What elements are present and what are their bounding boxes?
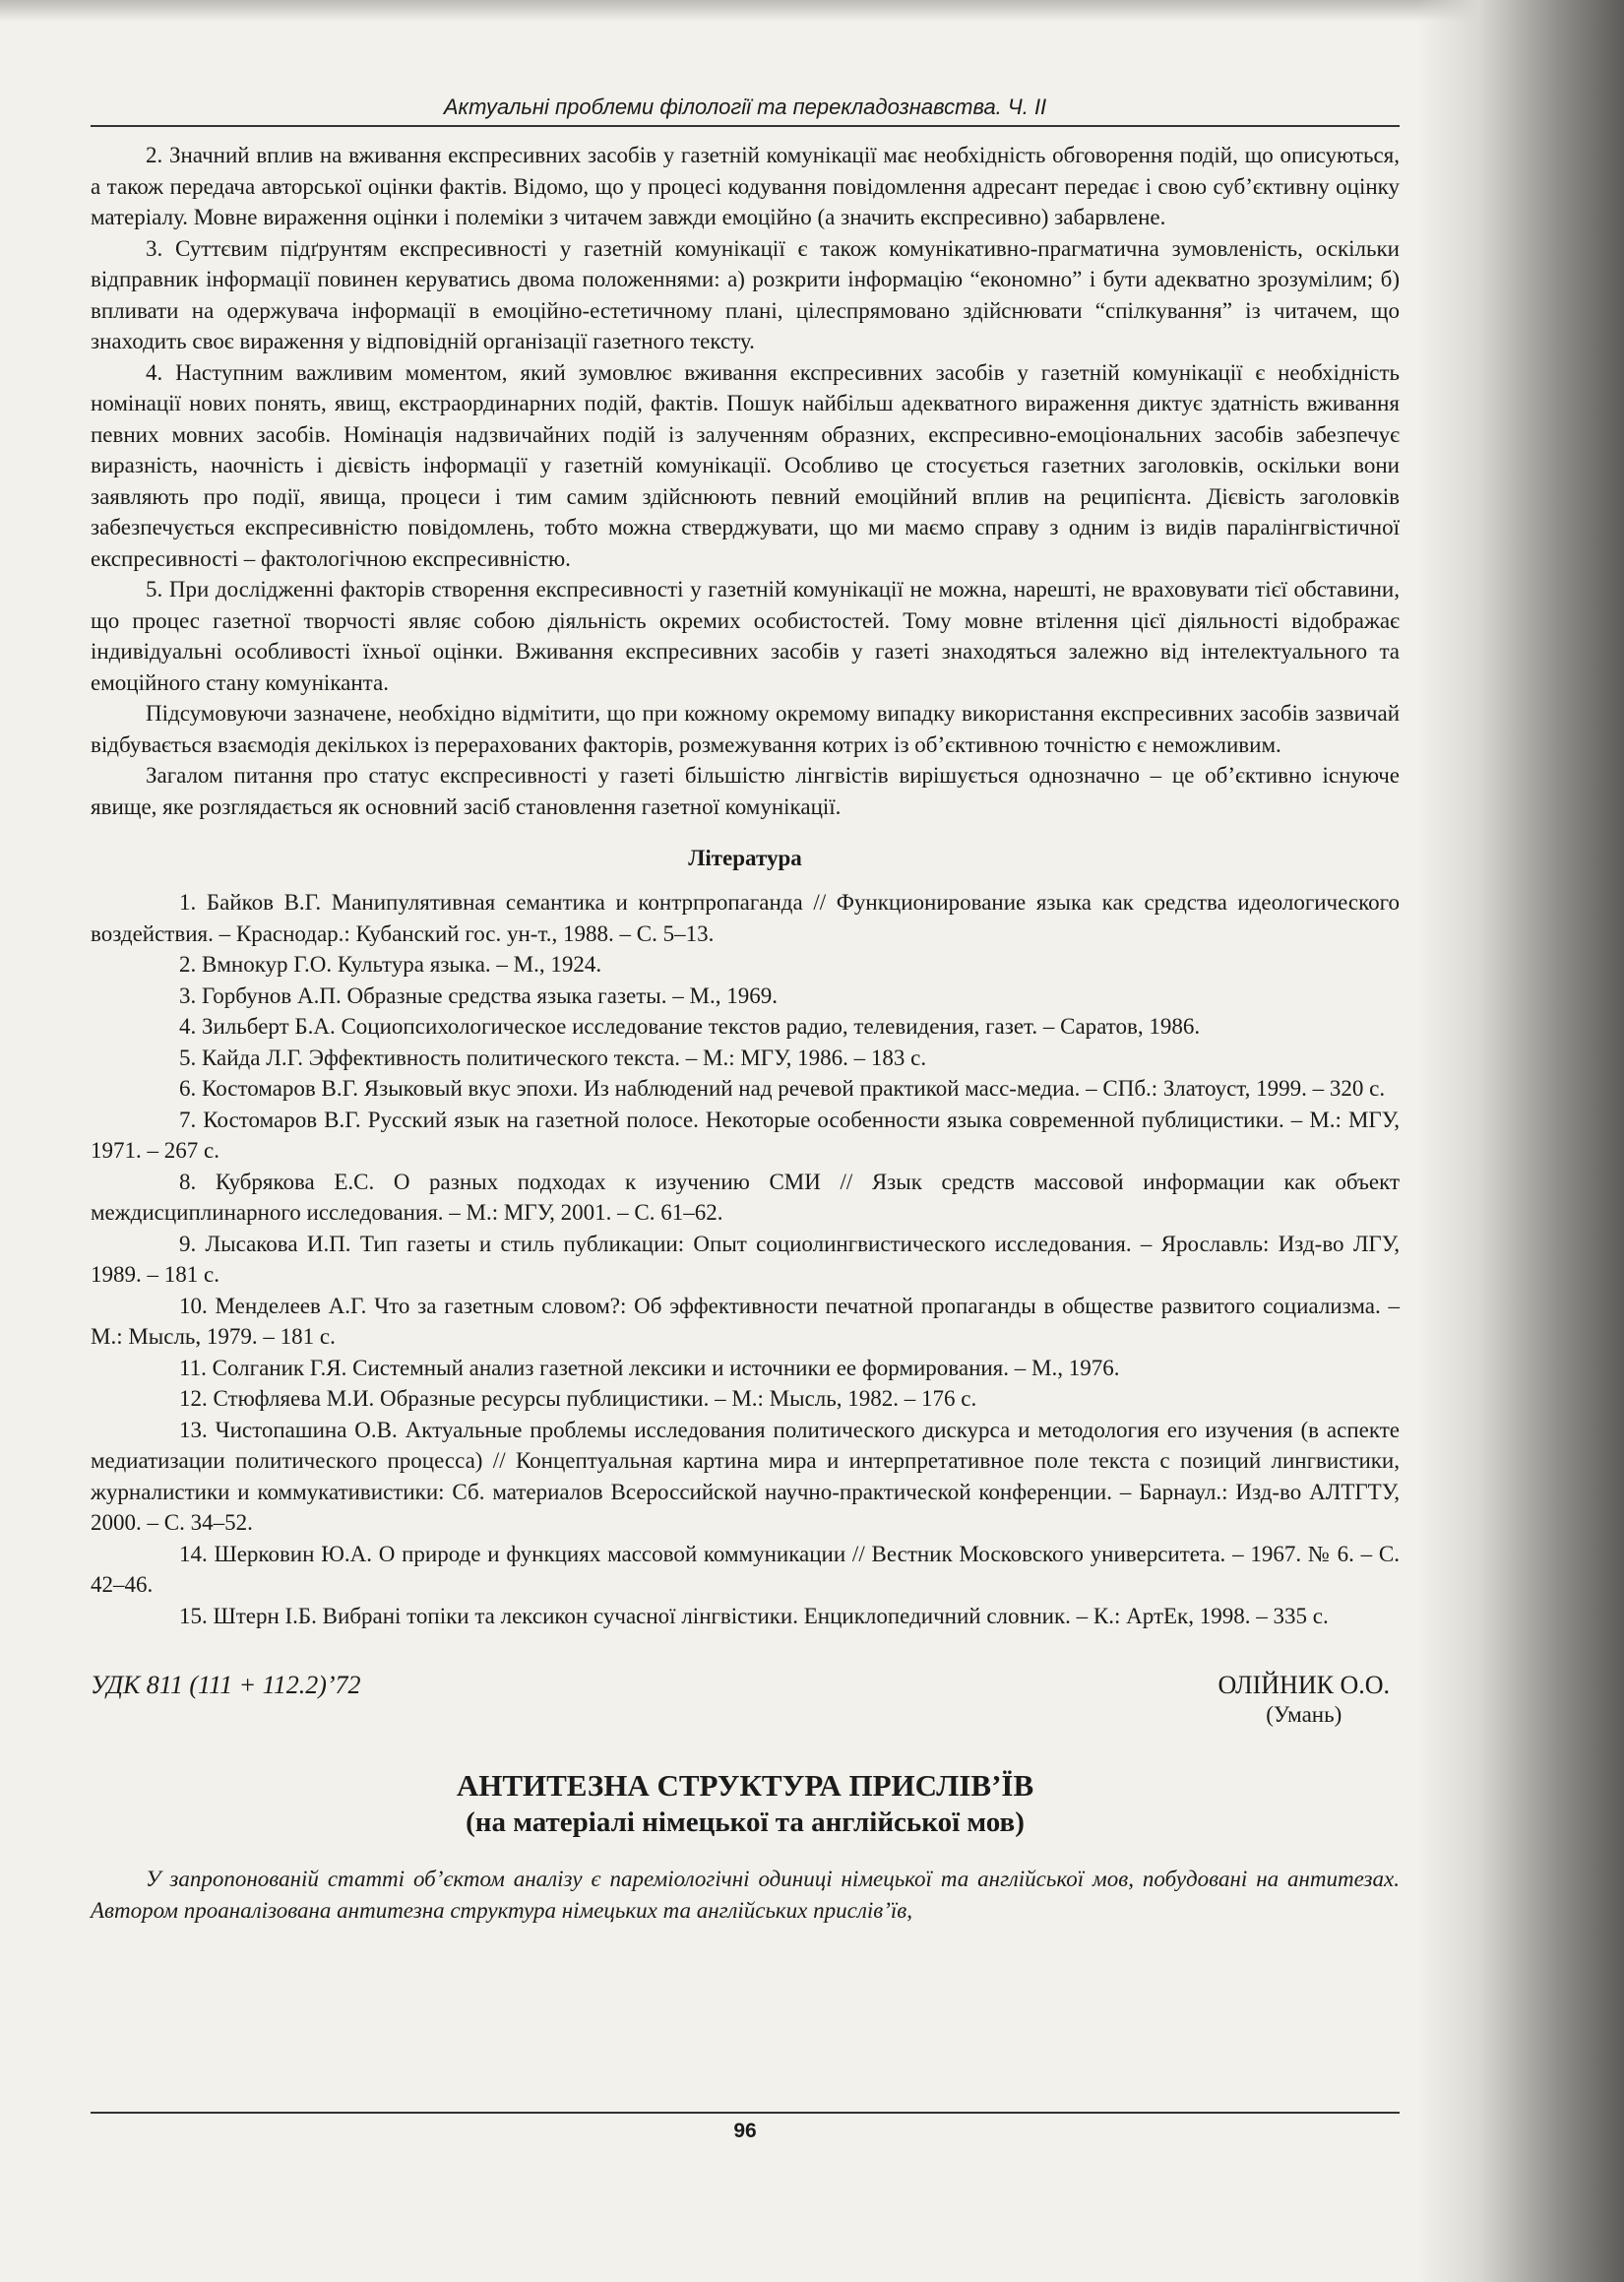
article-meta — [91, 1671, 1400, 1732]
reference-item: 5. Кайда Л.Г. Эффективность политического текста. – М.: МГУ, 1986. – 183 с. — [179, 1045, 927, 1070]
reference-list — [91, 887, 1400, 1631]
udk-code: УДК 811 (111 + 112.2)’72 — [91, 1671, 361, 1699]
paragraph: 2. Значний вплив на вживання експресивних засобів у газетній комунікації має необхідність обговорення подій, що описуються, а також передача авторської оцінки фактів. Відомо, що у процесі кодування повідомлення адресант передає і свою суб’єктивну оцінку матеріалу. Мовне вираження оцінки і полеміки з читачем завжди емоційно (а значить експресивно) забарвлене. — [91, 143, 1400, 229]
reference-item: 8. Кубрякова Е.С. О разных подходах к изучению СМИ // Язык средств массовой информации как объект междисциплинарного исследования. – М.: МГУ, 2001. – С. 61–62. — [91, 1169, 1400, 1225]
reference-item: 13. Чистопашина О.В. Актуальные проблемы исследования политического дискурса и методология его изучения (в аспекте медиатизации политического процесса) // Концептуальная картина мира и интерпретативное поле текста с позиций лингвистики, журналистики и коммукативистики: Сб. материалов Всероссийской научно-практической конференции. – Барнаул.: Изд-во АЛТГТУ, 2000. – С. 34–52. — [91, 1417, 1400, 1535]
reference-item: 12. Стюфляева М.И. Образные ресурсы публицистики. – М.: Мысль, 1982. – 176 с. — [179, 1386, 977, 1411]
footer-rule — [91, 2112, 1400, 2114]
scan-edge-shadow-top — [0, 0, 1624, 22]
article-body — [91, 140, 1400, 1926]
reference-item: 3. Горбунов А.П. Образные средства языка газеты. – М., 1969. — [179, 983, 778, 1008]
reference-item: 11. Солганик Г.Я. Системный анализ газетной лексики и источники ее формирования. – М., 1976. — [179, 1355, 1120, 1380]
article-subtitle: (на матеріалі німецької та англійської мов) — [466, 1807, 1025, 1838]
abstract: У запропонованій статті об’єктом аналізу є пареміологічні одиниці німецької та англійської мов, побудовані на антитезах. Автором проаналізована антитезна структура німецьких та англійських прислів’їв, — [91, 1867, 1400, 1923]
reference-item: 10. Менделеев А.Г. Что за газетным словом?: Об эффективности печатной пропаганды в обществе развитого социализма. – М.: Мысль, 1979. – 181 с. — [91, 1293, 1400, 1349]
reference-item: 4. Зильберт Б.А. Социопсихологическое исследование текстов радио, телевидения, газет. – Саратов, 1986. — [179, 1014, 1201, 1039]
paragraph: 3. Суттєвим підґрунтям експресивності у газетній комунікації є також комунікативно-прагматична зумовленість, оскільки відправник інформації повинен керуватись двома положеннями: а) розкрити інформацію “економно” і бути адекватно зрозумілим; б) впливати на одержувача інформації в емоційно-естетичному плані, цілеспрямовано здійснювати “спілкування” із читачем, що знаходить своє вираження у відповідній організації газетного тексту. — [91, 235, 1400, 353]
author-city: (Умань) — [1266, 1702, 1343, 1727]
paragraph: Підсумовуючи зазначене, необхідно відмітити, що при кожному окремому випадку використання експресивних засобів зазвичай відбувається взаємодія декількох із перерахованих факторів, розмежування котрих із об’єктивною точністю є неможливим. — [91, 701, 1400, 757]
reference-item: 9. Лысакова И.П. Тип газеты и стиль публикации: Опыт социолингвистического исследования. – Ярославль: Изд-во ЛГУ, 1989. – 181 с. — [91, 1231, 1400, 1287]
article-title: АНТИТЕЗНА СТРУКТУРА ПРИСЛІВ’ЇВ — [456, 1768, 1034, 1803]
reference-item: 15. Штерн І.Б. Вибрані топіки та лексикон сучасної лінгвістики. Енциклопедичний словник. – К.: АртЕк, 1998. – 335 с. — [179, 1603, 1329, 1628]
literature-heading: Література — [688, 846, 802, 870]
running-head: Актуальні проблеми філології та перекладознавства. Ч. ІІ — [443, 95, 1047, 119]
paragraph: 5. При дослідженні факторів створення експресивності у газетній комунікації не можна, нарешті, не враховувати тієї обставини, що процес газетної творчості являє собою діяльність окремих особистостей. Тому мовне втілення цієї діяльності відображає індивідуальні особливості їхньої оцінки. Вживання експресивних засобів у газеті знаходяться залежно від інтелектуального та емоційного стану комуніканта. — [91, 577, 1400, 695]
paragraph: Загалом питання про статус експресивності у газеті більшістю лінгвістів вирішується однозначно – це об’єктивно існуюче явище, яке розглядається як основний засіб становлення газетної комунікації. — [91, 763, 1400, 819]
header-rule — [91, 125, 1400, 127]
author-name: ОЛІЙНИК О.О. — [1218, 1671, 1390, 1699]
reference-item: 14. Шерковин Ю.А. О природе и функциях массовой коммуникации // Вестник Московского университета. – 1967. № 6. – С. 42–46. — [91, 1541, 1400, 1597]
reference-item: 2. Вмнокур Г.О. Культура языка. – М., 1924. — [179, 952, 602, 977]
reference-item: 6. Костомаров В.Г. Языковый вкус эпохи. Из наблюдений над речевой практикой масс-медиа. – СПб.: Златоуст, 1999. – 320 с. — [179, 1076, 1386, 1101]
paragraph: 4. Наступним важливим моментом, який зумовлює вживання експресивних засобів у газетній комунікації є необхідність номінації нових понять, явищ, екстраординарних подій, фактів. Пошук найбільш адекватного вираження диктує здатність вживання певних мовних засобів. Номінація надзвичайних подій із залученням образних, експресивно-емоціональних засобів забезпечує виразність, наочність і дієвість інформації у газетній комунікації. Особливо це стосується газетних заголовків, оскільки вони заявляють про події, явища, процеси і тим самим здійснюють певний емоційний вплив на реципієнта. Дієвість заголовків забезпечується експресивністю повідомлень, тобто можна стверджувати, що ми маємо справу з одним із видів паралінгвістичної експресивності – фактологічною експресивністю. — [91, 359, 1400, 571]
reference-item: 7. Костомаров В.Г. Русский язык на газетной полосе. Некоторые особенности языка современной публицистики. – М.: МГУ, 1971. – 267 с. — [91, 1107, 1400, 1163]
author-block — [1218, 1671, 1391, 1730]
reference-item: 1. Байков В.Г. Манипулятивная семантика и контрпропаганда // Функционирование языка как средства идеологического воздействия. – Краснодар.: Кубанский гос. ун-т., 1988. – С. 5–13. — [91, 890, 1400, 946]
page-number: 96 — [733, 2120, 757, 2142]
scan-edge-shadow-right — [1417, 0, 1624, 2282]
